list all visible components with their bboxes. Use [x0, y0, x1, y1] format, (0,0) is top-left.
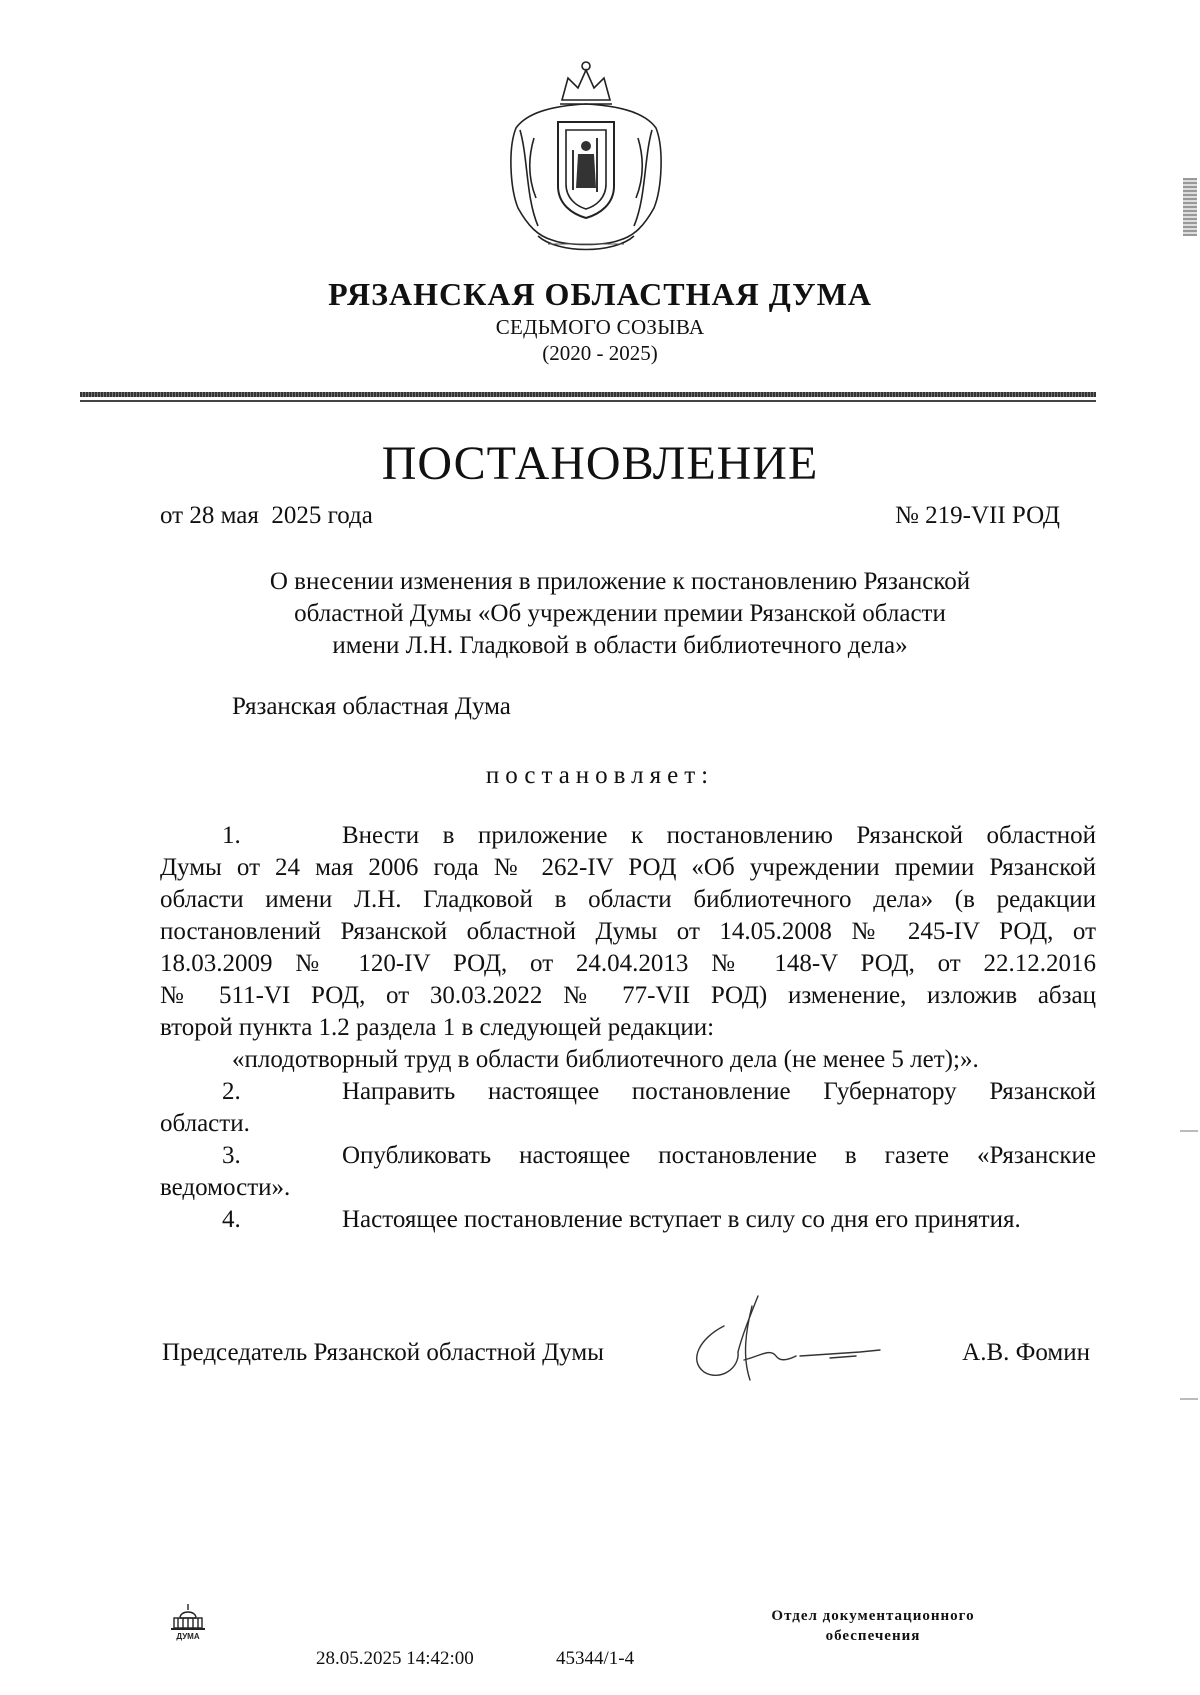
coat-of-arms-emblem: [498, 58, 674, 258]
signer-name: А.В. Фомин: [962, 1339, 1090, 1366]
department-stamp-line: Отдел документационного: [771, 1608, 975, 1624]
department-stamp-line: обеспечения: [825, 1628, 921, 1644]
item-text-last-line: ведомости».: [160, 1174, 291, 1201]
header-divider: [80, 392, 1096, 397]
document-number: № 219-VII РОД: [895, 502, 1060, 529]
subject-line: областной Думы «Об учреждении премии Рязанской области: [294, 600, 946, 627]
scan-edge-mark: [1183, 178, 1197, 236]
subject-line: О внесении изменения в приложение к постановлению Рязанской: [269, 568, 971, 595]
subject-line: имени Л.Н. Гладковой в области библиотечного дела»: [332, 632, 908, 659]
item-text-line: области имени Л.Н. Гладковой в области библиотечного дела» (в редакции: [160, 886, 1096, 913]
signer-title: Председатель Рязанской областной Думы: [162, 1339, 604, 1366]
logo-caption: ДУМА: [176, 1632, 200, 1641]
item-text-line: постановлений Рязанской областной Думы от 14.05.2008 № 245-IV РОД, от: [160, 918, 1096, 945]
convocation-label: СЕДЬМОГО СОЗЫВА: [495, 315, 705, 339]
resolution-item: [160, 1076, 1096, 1108]
item-text-line: № 511-VI РОД, от 30.03.2022 № 77-VII РОД) изменение, изложив абзац: [160, 982, 1096, 1009]
item-number: 4.: [222, 1206, 241, 1233]
handwritten-signature: [680, 1286, 900, 1396]
item-text-first-line: Настоящее постановление вступает в силу со дня его принятия.: [342, 1206, 1021, 1233]
department-stamp: [728, 1606, 1018, 1646]
resolution-item: [160, 1140, 1096, 1172]
scan-edge-tick: [1180, 1398, 1198, 1400]
item-text-line: Думы от 24 мая 2006 года № 262-IV РОД «Об учреждении премии Рязанской: [160, 854, 1096, 881]
item-quote: «плодотворный труд в области библиотечного дела (не менее 5 лет);».: [232, 1046, 979, 1073]
document-subject: [200, 566, 1040, 662]
duma-building-logo: [168, 1602, 208, 1642]
registration-datetime: 28.05.2025 14:42:00: [316, 1648, 474, 1669]
resolution-items: [160, 820, 1096, 1236]
registration-number: 45344/1-4: [556, 1648, 635, 1669]
document-date: от 28 мая 2025 года: [160, 502, 373, 529]
item-text-line: 18.03.2009 № 120-IV РОД, от 24.04.2013 № 148-V РОД, от 22.12.2016: [160, 950, 1096, 977]
enacting-body: Рязанская областная Дума: [232, 693, 511, 720]
item-text-first-line: Внести в приложение к постановлению Рязанской областной: [342, 822, 1096, 849]
resolution-item: [160, 820, 1096, 852]
scan-edge-tick: [1180, 1130, 1198, 1132]
resolution-item: [160, 1204, 1096, 1236]
document-type-title: ПОСТАНОВЛЕНИЕ: [381, 437, 819, 490]
term-label: (2020 - 2025): [542, 341, 658, 365]
item-text-last-line: второй пункта 1.2 раздела 1 в следующей редакции:: [160, 1014, 715, 1041]
item-text-first-line: Направить настоящее постановление Губернатору Рязанской: [342, 1078, 1096, 1105]
item-number: 2.: [222, 1078, 241, 1105]
header-divider-thin: [80, 400, 1096, 402]
resolves-heading: постановляет:: [485, 762, 715, 789]
organization-name: РЯЗАНСКАЯ ОБЛАСТНАЯ ДУМА: [328, 276, 872, 312]
item-text-last-line: области.: [160, 1110, 250, 1137]
item-number: 1.: [222, 822, 241, 849]
item-number: 3.: [222, 1142, 241, 1169]
item-text-first-line: Опубликовать настоящее постановление в газете «Рязанские: [342, 1142, 1096, 1169]
